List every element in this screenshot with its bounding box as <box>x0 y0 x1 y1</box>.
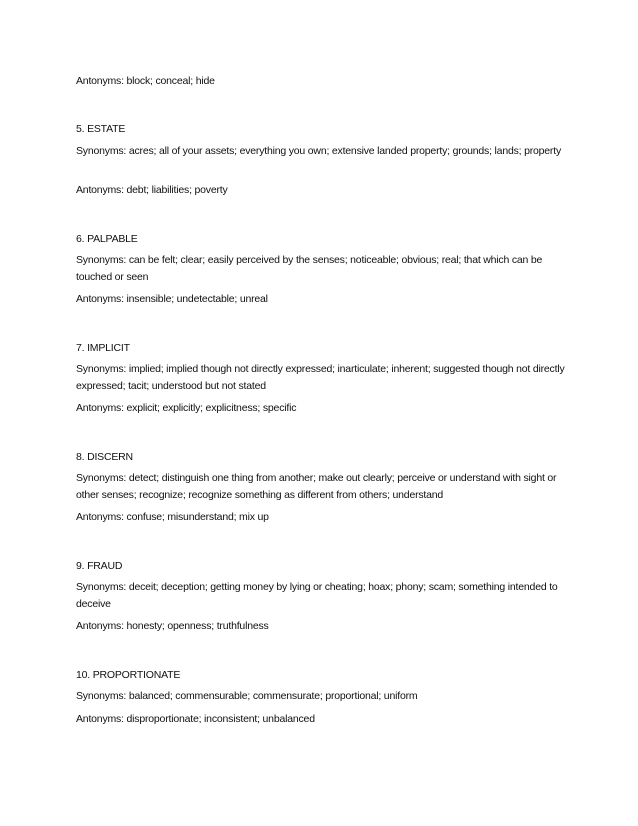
synonyms-text: Synonyms: implied; implied though not directly expressed; inarticulate; inherent; suggested though not directly expressed; tacit; understood but not stated <box>76 363 565 392</box>
entry-heading: 5. ESTATE <box>76 123 126 135</box>
synonyms-text: Synonyms: can be felt; clear; easily perceived by the senses; noticeable; obvious; real; that which can be touched or seen <box>76 254 543 283</box>
antonyms-text: Antonyms: explicit; explicitly; explicitness; specific <box>76 402 297 414</box>
entry-heading: 8. DISCERN <box>76 451 133 463</box>
antonyms-text: Antonyms: debt; liabilities; poverty <box>76 184 228 196</box>
synonyms-text: Synonyms: balanced; commensurable; commensurate; proportional; uniform <box>76 690 418 702</box>
synonyms-text: Synonyms: detect; distinguish one thing from another; make out clearly; perceive or understand with sight or other senses; recognize; recognize something as different from others; understand <box>76 472 557 501</box>
entry-heading: 9. FRAUD <box>76 560 123 572</box>
antonyms-text: Antonyms: insensible; undetectable; unreal <box>76 293 268 305</box>
entry-heading: 10. PROPORTIONATE <box>76 669 181 681</box>
synonyms-text: Synonyms: acres; all of your assets; everything you own; extensive landed property; grounds; lands; property <box>76 145 561 157</box>
antonyms-text: Antonyms: disproportionate; inconsistent; unbalanced <box>76 713 315 725</box>
entry-heading: 7. IMPLICIT <box>76 342 130 354</box>
synonyms-text: Synonyms: deceit; deception; getting money by lying or cheating; hoax; phony; scam; something intended to deceive <box>76 581 558 610</box>
antonyms-text: Antonyms: block; conceal; hide <box>76 75 215 87</box>
entry-heading: 6. PALPABLE <box>76 233 138 245</box>
antonyms-text: Antonyms: honesty; openness; truthfulness <box>76 620 269 632</box>
antonyms-text: Antonyms: confuse; misunderstand; mix up <box>76 511 269 523</box>
